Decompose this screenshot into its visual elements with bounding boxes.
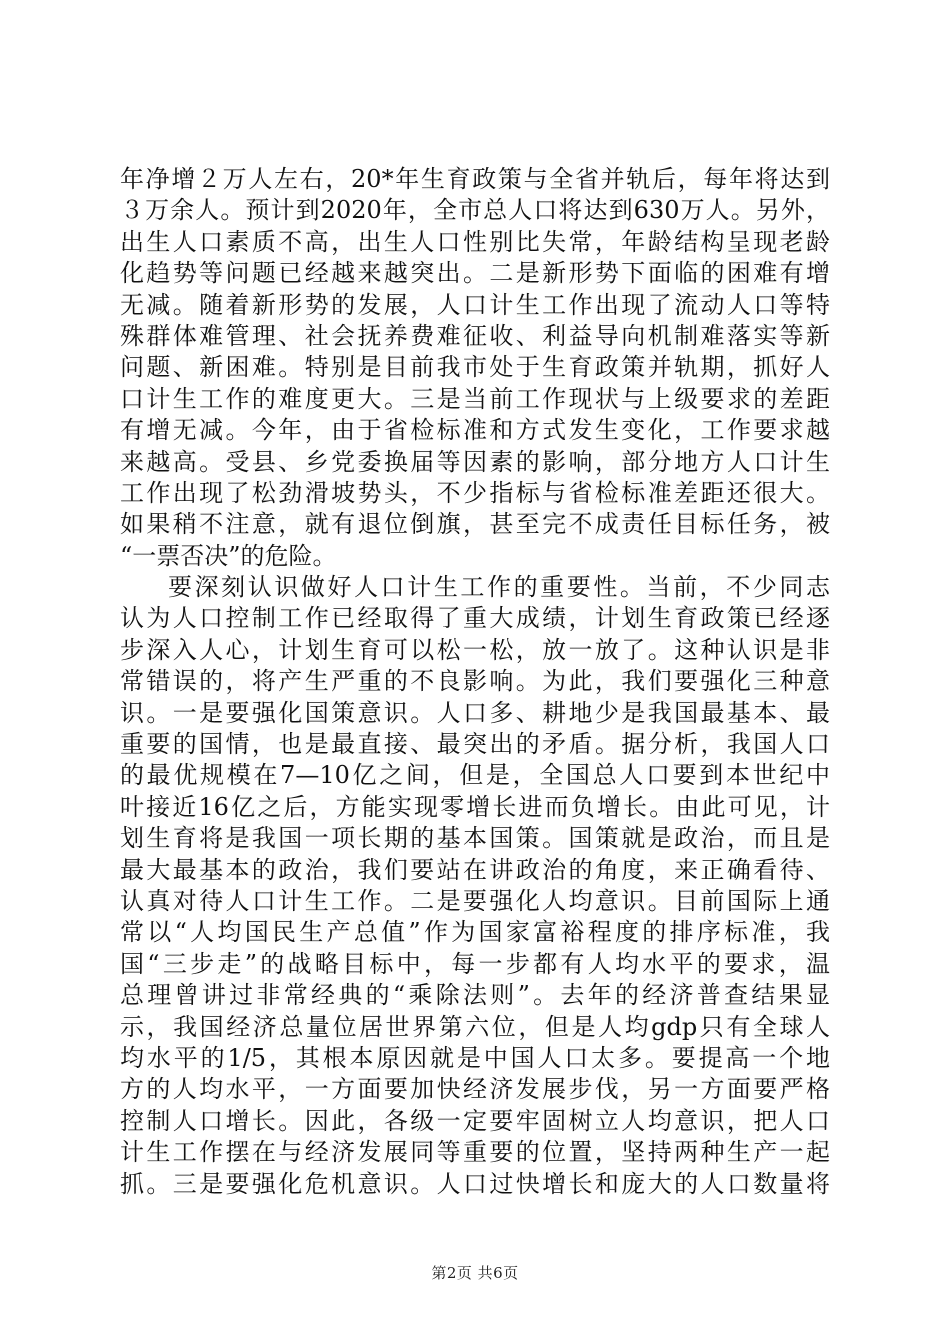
paragraph-2 xyxy=(120,572,830,1200)
text-line: 划生育将是我国一项长期的基本国策。国策就是政治，而且是 xyxy=(120,824,830,853)
text-line: 国“三步走”的战略目标中，每一步都有人均水平的要求，温 xyxy=(120,949,830,978)
text-line: 叶接近16亿之后，方能实现零增长进而负增长。由此可见，计 xyxy=(120,792,830,821)
text-line: 均水平的1/5，其根本原因就是中国人口太多。要提高一个地 xyxy=(120,1043,830,1072)
text-line: 的最优规模在7—10亿之间，但是，全国总人口要到本世纪中 xyxy=(120,761,830,790)
text-line: 常以“人均国民生产总值”作为国家富裕程度的排序标准，我 xyxy=(120,918,830,947)
text-line: 最大最基本的政治，我们要站在讲政治的角度，来正确看待、 xyxy=(120,855,830,884)
document-body xyxy=(120,164,830,1200)
paragraph-1 xyxy=(120,164,830,572)
text-line: 总理曾讲过非常经典的“乘除法则”。去年的经济普查结果显 xyxy=(120,981,830,1010)
text-line-indented: 要深刻认识做好人口计生工作的重要性。当前，不少同志 xyxy=(168,573,830,602)
text-line: 计生工作摆在与经济发展同等重要的位置，坚持两种生产一起 xyxy=(120,1138,830,1167)
text-line: 工作出现了松劲滑坡势头，不少指标与省检标准差距还很大。 xyxy=(120,478,830,507)
text-line: 口计生工作的难度更大。三是当前工作现状与上级要求的差距 xyxy=(120,384,830,413)
page-number-footer: 第2页 共6页 xyxy=(431,1264,519,1282)
text-line: 抓。三是要强化危机意识。人口过快增长和庞大的人口数量将 xyxy=(120,1169,830,1198)
text-line: 年净增２万人左右，20*年生育政策与全省并轨后，每年将达到 xyxy=(120,165,830,193)
text-line: 问题、新困难。特别是目前我市处于生育政策并轨期，抓好人 xyxy=(120,353,830,382)
text-line: ３万余人。预计到2020年，全市总人口将达到630万人。另外， xyxy=(120,196,830,225)
text-line: 认真对待人口计生工作。二是要强化人均意识。目前国际上通 xyxy=(120,886,830,915)
text-line: 方的人均水平，一方面要加快经济发展步伐，另一方面要严格 xyxy=(120,1075,830,1104)
text-line: “一票否决”的危险。 xyxy=(120,541,337,570)
text-line: 如果稍不注意，就有退位倒旗，甚至完不成责任目标任务，被 xyxy=(120,510,830,539)
text-line: 殊群体难管理、社会抚养费难征收、利益导向机制难落实等新 xyxy=(120,321,830,350)
text-line: 有增无减。今年，由于省检标准和方式发生变化，工作要求越 xyxy=(120,416,830,445)
text-line: 出生人口素质不高，出生人口性别比失常，年龄结构呈现老龄 xyxy=(120,227,830,256)
text-line: 示，我国经济总量位居世界第六位，但是人均gdp只有全球人 xyxy=(120,1012,830,1041)
text-line: 无减。随着新形势的发展，人口计生工作出现了流动人口等特 xyxy=(120,290,830,319)
text-line: 常错误的，将产生严重的不良影响。为此，我们要强化三种意 xyxy=(120,667,830,696)
text-line: 识。一是要强化国策意识。人口多、耕地少是我国最基本、最 xyxy=(120,698,830,727)
text-line: 认为人口控制工作已经取得了重大成绩，计划生育政策已经逐 xyxy=(120,604,830,633)
text-line: 步深入人心，计划生育可以松一松，放一放了。这种认识是非 xyxy=(120,635,830,664)
text-line: 来越高。受县、乡党委换届等因素的影响，部分地方人口计生 xyxy=(120,447,830,476)
text-line: 控制人口增长。因此，各级一定要牢固树立人均意识，把人口 xyxy=(120,1106,830,1135)
text-line: 化趋势等问题已经越来越突出。二是新形势下面临的困难有增 xyxy=(120,259,830,288)
text-line: 重要的国情，也是最直接、最突出的矛盾。据分析，我国人口 xyxy=(120,730,830,759)
